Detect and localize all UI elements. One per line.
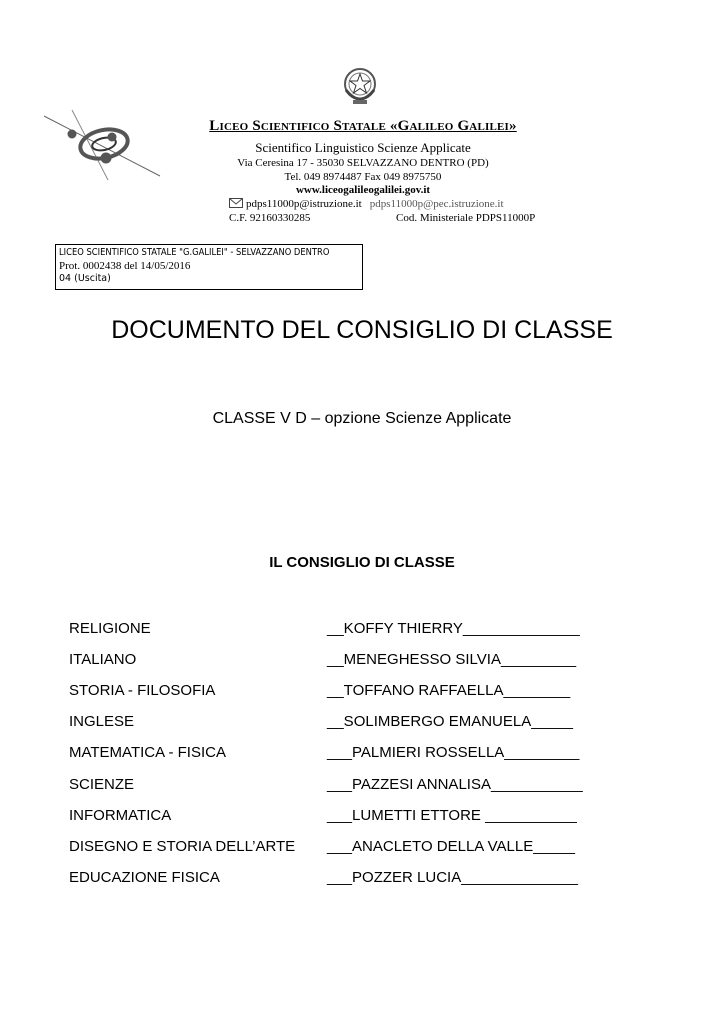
school-phone-fax: Tel. 049 8974487 Fax 049 8975750	[284, 171, 442, 183]
council-row	[0, 620, 724, 640]
subject-name: ITALIANO	[69, 651, 137, 668]
council-row	[0, 651, 724, 671]
subject-name: STORIA - FILOSOFIA	[69, 682, 216, 699]
email-row	[229, 198, 504, 211]
protocol-number: Prot. 0002438 del 14/05/2016	[59, 260, 191, 272]
teacher-name: __MENEGHESSO SILVIA_________	[327, 651, 577, 668]
school-pec: pdps11000p@pec.istruzione.it	[369, 198, 504, 210]
school-address: Via Ceresina 17 - 35030 SELVAZZANO DENTRO (PD)	[237, 157, 489, 169]
council-row	[0, 713, 724, 733]
teacher-name: ___PAZZESI ANNALISA___________	[327, 776, 583, 793]
subject-name: SCIENZE	[69, 776, 135, 793]
teacher-name: ___ANACLETO DELLA VALLE_____	[327, 838, 575, 855]
school-atom-logo-icon	[42, 104, 162, 184]
school-website: www.liceogalileogalilei.gov.it	[295, 184, 431, 196]
subject-name: RELIGIONE	[69, 620, 151, 637]
protocol-stamp	[55, 244, 363, 290]
council-row	[0, 807, 724, 827]
subject-name: INGLESE	[69, 713, 135, 730]
subject-name: INFORMATICA	[69, 807, 172, 824]
school-subtitle: Scientifico Linguistico Scienze Applicate	[255, 140, 471, 155]
teacher-name: ___POZZER LUCIA______________	[327, 869, 579, 886]
council-heading: IL CONSIGLIO DI CLASSE	[269, 554, 455, 571]
subject-name: EDUCAZIONE FISICA	[69, 869, 220, 886]
council-row	[0, 744, 724, 764]
protocol-direction: 04 (Uscita)	[59, 273, 111, 284]
school-email: pdps11000p@istruzione.it	[246, 198, 362, 210]
teacher-name: __SOLIMBERGO EMANUELA_____	[327, 713, 573, 730]
teacher-name: __TOFFANO RAFFAELLA________	[327, 682, 571, 699]
class-line: CLASSE V D – opzione Scienze Applicate	[212, 410, 512, 427]
subject-name: DISEGNO E STORIA DELL’ARTE	[69, 838, 296, 855]
italian-republic-emblem-icon	[340, 64, 380, 108]
teacher-name: ___PALMIERI ROSSELLA_________	[327, 744, 580, 761]
council-row	[0, 869, 724, 889]
teacher-name: ___LUMETTI ETTORE ___________	[327, 807, 577, 824]
council-row	[0, 838, 724, 858]
subject-name: MATEMATICA - FISICA	[69, 744, 226, 761]
document-title: DOCUMENTO DEL CONSIGLIO DI CLASSE	[111, 316, 613, 344]
envelope-icon	[229, 198, 243, 211]
fiscal-code: C.F. 92160330285	[229, 212, 311, 224]
teacher-name: __KOFFY THIERRY______________	[327, 620, 580, 637]
council-row	[0, 682, 724, 702]
protocol-school: LICEO SCIENTIFICO STATALE "G.GALILEI" - SELVAZZANO DENTRO	[59, 247, 330, 258]
ministerial-code: Cod. Ministeriale PDPS11000P	[396, 212, 536, 224]
council-row	[0, 776, 724, 796]
school-name: Liceo Scientifico Statale «Galileo Galilei»	[209, 118, 517, 134]
